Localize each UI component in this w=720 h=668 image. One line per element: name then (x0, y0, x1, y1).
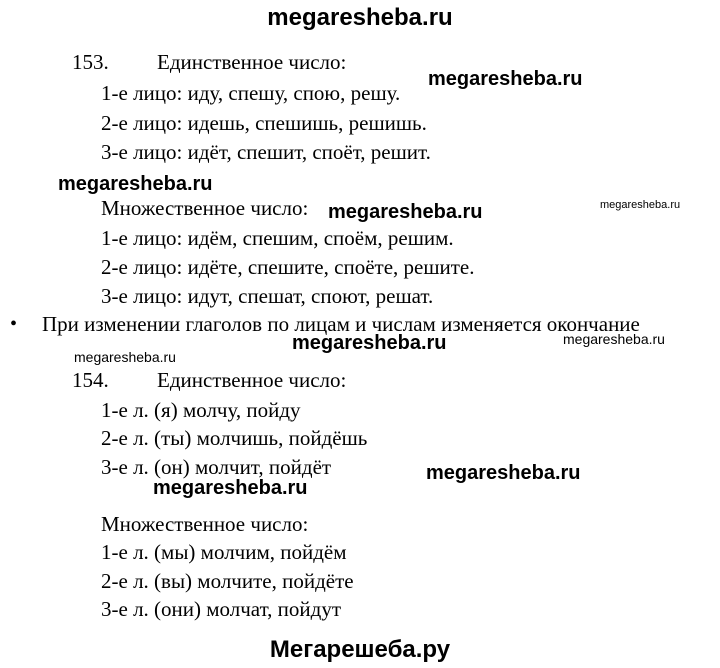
exercise-154-plural-line-1: 1-е л. (мы) молчим, пойдём (101, 540, 347, 564)
rule-note: При изменении глаголов по лицам и числам изменяется окончание (42, 312, 640, 336)
exercise-153-singular-line-2: 2-е лицо: идешь, спешишь, решишь. (101, 111, 427, 135)
exercise-154-plural-line-2: 2-е л. (вы) молчите, пойдёте (101, 569, 354, 593)
watermark-small: megaresheba.ru (600, 199, 681, 211)
exercise-154-singular-line-2: 2-е л. (ты) молчишь, пойдёшь (101, 426, 368, 450)
watermark: megaresheba.ru (153, 477, 308, 499)
watermark: megaresheba.ru (58, 173, 213, 195)
exercise-153-plural-line-2: 2-е лицо: идёте, спешите, споёте, решите. (101, 255, 475, 279)
exercise-154-plural-title: Множественное число: (101, 512, 309, 536)
exercise-153-singular-line-3: 3-е лицо: идёт, спешит, споёт, решит. (101, 140, 431, 164)
watermark-small: megaresheba.ru (74, 349, 176, 365)
exercise-154-plural-line-3: 3-е л. (они) молчат, пойдут (101, 597, 342, 621)
watermark-small: megaresheba.ru (563, 331, 665, 347)
exercise-154-singular-title: Единственное число: (157, 368, 347, 392)
exercise-153-plural-line-3: 3-е лицо: идут, спешат, споют, решат. (101, 284, 434, 308)
exercise-153-singular-title: Единственное число: (157, 50, 347, 74)
watermark: megaresheba.ru (292, 332, 447, 354)
exercise-154-singular-line-1: 1-е л. (я) молчу, пойду (101, 398, 301, 422)
bullet-icon: • (10, 313, 18, 335)
watermark: megaresheba.ru (328, 201, 483, 223)
page-footer: Мегарешеба.ру (269, 636, 451, 663)
watermark: megaresheba.ru (428, 68, 583, 90)
exercise-153-number: 153. (72, 50, 109, 74)
exercise-153-plural-line-1: 1-е лицо: идём, спешим, споём, решим. (101, 226, 454, 250)
exercise-153-plural-title: Множественное число: (101, 196, 309, 220)
exercise-154-number: 154. (72, 368, 109, 392)
exercise-153-singular-line-1: 1-е лицо: иду, спешу, спою, решу. (101, 81, 401, 105)
watermark: megaresheba.ru (426, 462, 581, 484)
exercise-154-singular-line-3: 3-е л. (он) молчит, пойдёт (101, 455, 332, 479)
page-title: megaresheba.ru (267, 4, 453, 31)
